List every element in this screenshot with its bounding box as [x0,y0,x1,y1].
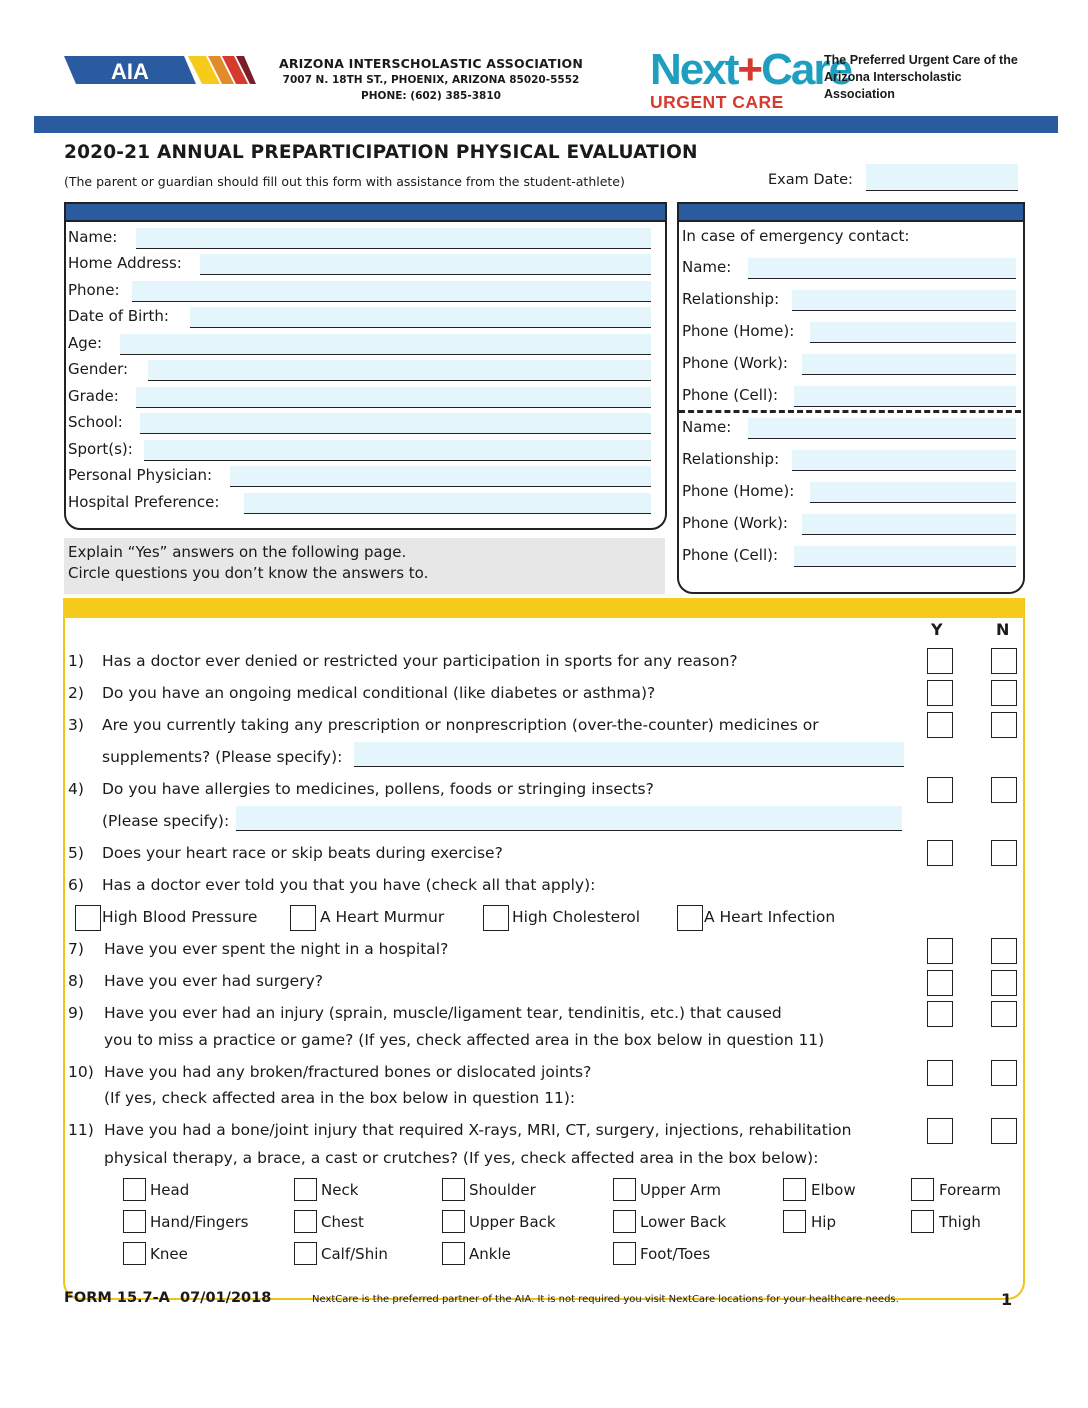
field-label: School: [68,413,123,431]
question-number: 9) [68,1004,84,1022]
question-3-text: Are you currently taking any prescription or nonprescription (over-the-counter) medicines or [102,716,819,734]
ec1-name [682,258,1016,282]
knee-checkbox[interactable] [123,1242,146,1265]
nextcare-name-b: Care [761,45,851,94]
ec1-relationship-input[interactable] [792,290,1016,311]
explain-note [64,538,665,594]
body-part-label: Ankle [469,1245,511,1263]
ec1-phone-home [682,322,1016,346]
upper-arm-checkbox[interactable] [613,1178,636,1201]
ankle-checkbox[interactable] [442,1242,465,1265]
question-number: 11) [68,1121,94,1139]
neck-checkbox[interactable] [294,1178,317,1201]
q5-yes-checkbox[interactable] [927,840,953,866]
association-address: 7007 N. 18TH ST., PHOENIX, ARIZONA 85020-5552 [282,74,580,86]
q2-no-checkbox[interactable] [991,680,1017,706]
field-label: Age: [68,334,103,352]
ec2-relationship-input[interactable] [792,450,1016,471]
ec1-phone-home-input[interactable] [810,322,1016,343]
upper-back-checkbox[interactable] [442,1210,465,1233]
no-column-label: N [996,620,1010,639]
q3-no-checkbox[interactable] [991,712,1017,738]
hospital-input[interactable] [244,493,651,514]
body-part-label: Shoulder [469,1181,536,1199]
body-part-label: Upper Back [469,1213,556,1231]
nextcare-name-a: Next [650,45,738,94]
hand-fingers-checkbox[interactable] [123,1210,146,1233]
ec1-phone-cell [682,386,1016,410]
q4-no-checkbox[interactable] [991,777,1017,803]
explain-line-2: Circle questions you don’t know the answers to. [68,564,429,582]
field-label: Hospital Preference: [68,493,220,511]
question-number: 10) [68,1063,94,1081]
form-number: FORM 15.7-A [64,1290,170,1306]
question-1-text: Has a doctor ever denied or restricted your participation in sports for any reason? [102,652,738,670]
field-label: Name: [68,228,118,246]
question-11-note: physical therapy, a brace, a cast or crutches? (If yes, check affected area in the box below): [104,1149,819,1167]
foot-toes-checkbox[interactable] [613,1242,636,1265]
question-number: 6) [68,876,84,894]
footer-note: NextCare is the preferred partner of the AIA. It is not required you visit NextCare locations for your healthcare needs. [312,1294,899,1305]
body-part-label: Thigh [939,1213,981,1231]
q6-option: High Cholesterol [512,908,641,926]
question-6-text: Has a doctor ever told you that you have (check all that apply): [102,876,596,894]
gender-input[interactable] [148,360,651,381]
field-label: Name: [682,418,732,436]
body-part-label: Chest [321,1213,364,1231]
ec2-name [682,418,1016,442]
ec1-phone-work-input[interactable] [802,354,1016,375]
field-label: Date of Birth: [68,307,169,325]
q5-no-checkbox[interactable] [991,840,1017,866]
q1-no-checkbox[interactable] [991,648,1017,674]
contact-divider [679,410,1021,413]
ec1-phone-cell-input[interactable] [794,386,1016,407]
field-label: Grade: [68,387,119,405]
question-number: 5) [68,844,84,862]
form-date: 07/01/2018 [180,1290,272,1306]
panel-header [66,204,665,222]
q11-no-checkbox[interactable] [991,1118,1017,1144]
q9-yes-checkbox[interactable] [927,1001,953,1027]
head-checkbox[interactable] [123,1178,146,1201]
question-number: 4) [68,780,84,798]
question-4-text: Do you have allergies to medicines, pollens, foods or stringing insects? [102,780,654,798]
field-label: Phone (Home): [682,322,795,340]
field-label: Relationship: [682,450,780,468]
body-part-label: Foot/Toes [640,1245,711,1263]
q6-heart-murmur-checkbox[interactable] [290,905,316,931]
question-4-specify: (Please specify): [102,812,230,830]
nextcare-plus: + [737,45,762,94]
q2-yes-checkbox[interactable] [927,680,953,706]
q6-high-blood-pressure-checkbox[interactable] [75,905,101,931]
ec2-phone-cell-input[interactable] [794,546,1016,567]
field-label: Phone (Work): [682,514,788,532]
body-part-label: Hand/Fingers [150,1213,249,1231]
question-10-text: Have you had any broken/fractured bones or dislocated joints? [104,1063,592,1081]
association-name: ARIZONA INTERSCHOLASTIC ASSOCIATION [278,56,584,71]
q6-heart-infection-checkbox[interactable] [677,905,703,931]
name-input[interactable] [136,228,651,249]
phone-input[interactable] [132,281,651,302]
question-9-text: Have you ever had an injury (sprain, muscle/ligament tear, tendinitis, etc.) that caused [104,1004,782,1022]
q6-high-cholesterol-checkbox[interactable] [483,905,509,931]
question-3-specify: supplements? (Please specify): [102,748,343,766]
physician-input[interactable] [230,466,651,487]
grade-input[interactable] [136,387,651,408]
body-part-label: Hip [811,1213,836,1231]
q6-option: A Heart Murmur [320,908,445,926]
form-subtitle: (The parent or guardian should fill out this form with assistance from the student-athlete) [64,174,625,189]
q6-option: High Blood Pressure [102,908,258,926]
aia-logo-text: AIA [111,59,149,84]
lower-back-checkbox[interactable] [613,1210,636,1233]
nextcare-logo [650,45,851,113]
field-label: Personal Physician: [68,466,213,484]
field-label: Phone (Work): [682,354,788,372]
forearm-checkbox[interactable] [911,1178,934,1201]
question-7-text: Have you ever spent the night in a hospital? [104,940,449,958]
question-10-note: (If yes, check affected area in the box below in question 11): [104,1089,576,1107]
ec2-relationship [682,450,1016,474]
sports-input[interactable] [144,440,651,461]
ec1-relationship [682,290,1016,314]
nextcare-subtitle: URGENT CARE [650,92,784,112]
q7-no-checkbox[interactable] [991,938,1017,964]
elbow-checkbox[interactable] [783,1178,806,1201]
field-label: Gender: [68,360,129,378]
question-number: 3) [68,716,84,734]
body-part-label: Forearm [939,1181,1002,1199]
ec1-name-input[interactable] [748,258,1016,279]
q3-yes-checkbox[interactable] [927,712,953,738]
emergency-heading: In case of emergency contact: [682,227,910,245]
body-part-label: Elbow [811,1181,856,1199]
q3-specify-input[interactable] [354,742,904,767]
body-part-label: Knee [150,1245,188,1263]
explain-line-1: Explain “Yes” answers on the following page. [68,543,407,561]
q7-yes-checkbox[interactable] [927,938,953,964]
question-number: 8) [68,972,84,990]
q9-no-checkbox[interactable] [991,1001,1017,1027]
field-label: Sport(s): [68,440,133,458]
form-id [64,1290,271,1306]
hip-checkbox[interactable] [783,1210,806,1233]
field-label: Phone (Cell): [682,386,779,404]
body-part-label: Lower Back [640,1213,727,1231]
question-number: 1) [68,652,84,670]
body-part-label: Head [150,1181,190,1199]
field-label: Phone: [68,281,120,299]
panel-header [679,204,1023,222]
field-label: Home Address: [68,254,182,272]
ec2-phone-home [682,482,1016,506]
q4-specify-input[interactable] [236,806,902,831]
question-11-text: Have you had a bone/joint injury that required X-rays, MRI, CT, surgery, injections, rehabilitation [104,1121,852,1139]
question-9-note: you to miss a practice or game? (If yes, check affected area in the box below in question 11) [104,1031,825,1049]
header-bar [34,116,1058,133]
thigh-checkbox[interactable] [911,1210,934,1233]
association-phone: PHONE: (602) 385-3810 [361,90,501,102]
q11-yes-checkbox[interactable] [927,1118,953,1144]
form-title: 2020-21 ANNUAL PREPARTICIPATION PHYSICAL EVALUATION [64,142,698,163]
exam-date-field[interactable] [866,164,1018,191]
body-part-label: Neck [321,1181,359,1199]
ec2-name-input[interactable] [748,418,1016,439]
field-label: Phone (Home): [682,482,795,500]
question-number: 7) [68,940,84,958]
field-label: Phone (Cell): [682,546,779,564]
ec2-phone-cell [682,546,1016,570]
q10-no-checkbox[interactable] [991,1060,1017,1086]
question-number: 2) [68,684,84,702]
ec2-phone-home-input[interactable] [810,482,1016,503]
question-5-text: Does your heart race or skip beats during exercise? [102,844,503,862]
ec1-phone-work [682,354,1016,378]
ec2-phone-work [682,514,1016,538]
question-8-text: Have you ever had surgery? [104,972,323,990]
dob-input[interactable] [190,307,651,328]
calf-shin-checkbox[interactable] [294,1242,317,1265]
exam-date-label: Exam Date: [768,172,853,188]
q6-option: A Heart Infection [704,908,836,926]
field-label: Name: [682,258,732,276]
q8-no-checkbox[interactable] [991,970,1017,996]
aia-logo [64,52,256,88]
q4-yes-checkbox[interactable] [927,777,953,803]
school-input[interactable] [140,413,651,434]
age-input[interactable] [120,334,651,355]
page-number: 1 [1001,1290,1013,1309]
shoulder-checkbox[interactable] [442,1178,465,1201]
question-2-text: Do you have an ongoing medical conditional (like diabetes or asthma)? [102,684,656,702]
yes-column-label: Y [931,620,943,639]
q10-yes-checkbox[interactable] [927,1060,953,1086]
q8-yes-checkbox[interactable] [927,970,953,996]
body-part-label: Upper Arm [640,1181,721,1199]
field-label: Relationship: [682,290,780,308]
home-address-input[interactable] [200,254,651,275]
association-block [266,56,596,104]
questions-header-bar [63,598,1024,618]
chest-checkbox[interactable] [294,1210,317,1233]
q1-yes-checkbox[interactable] [927,648,953,674]
partner-tagline: The Preferred Urgent Care of the Arizona Interscholastic Association [824,53,1018,101]
ec2-phone-work-input[interactable] [802,514,1016,535]
body-part-label: Calf/Shin [321,1245,388,1263]
